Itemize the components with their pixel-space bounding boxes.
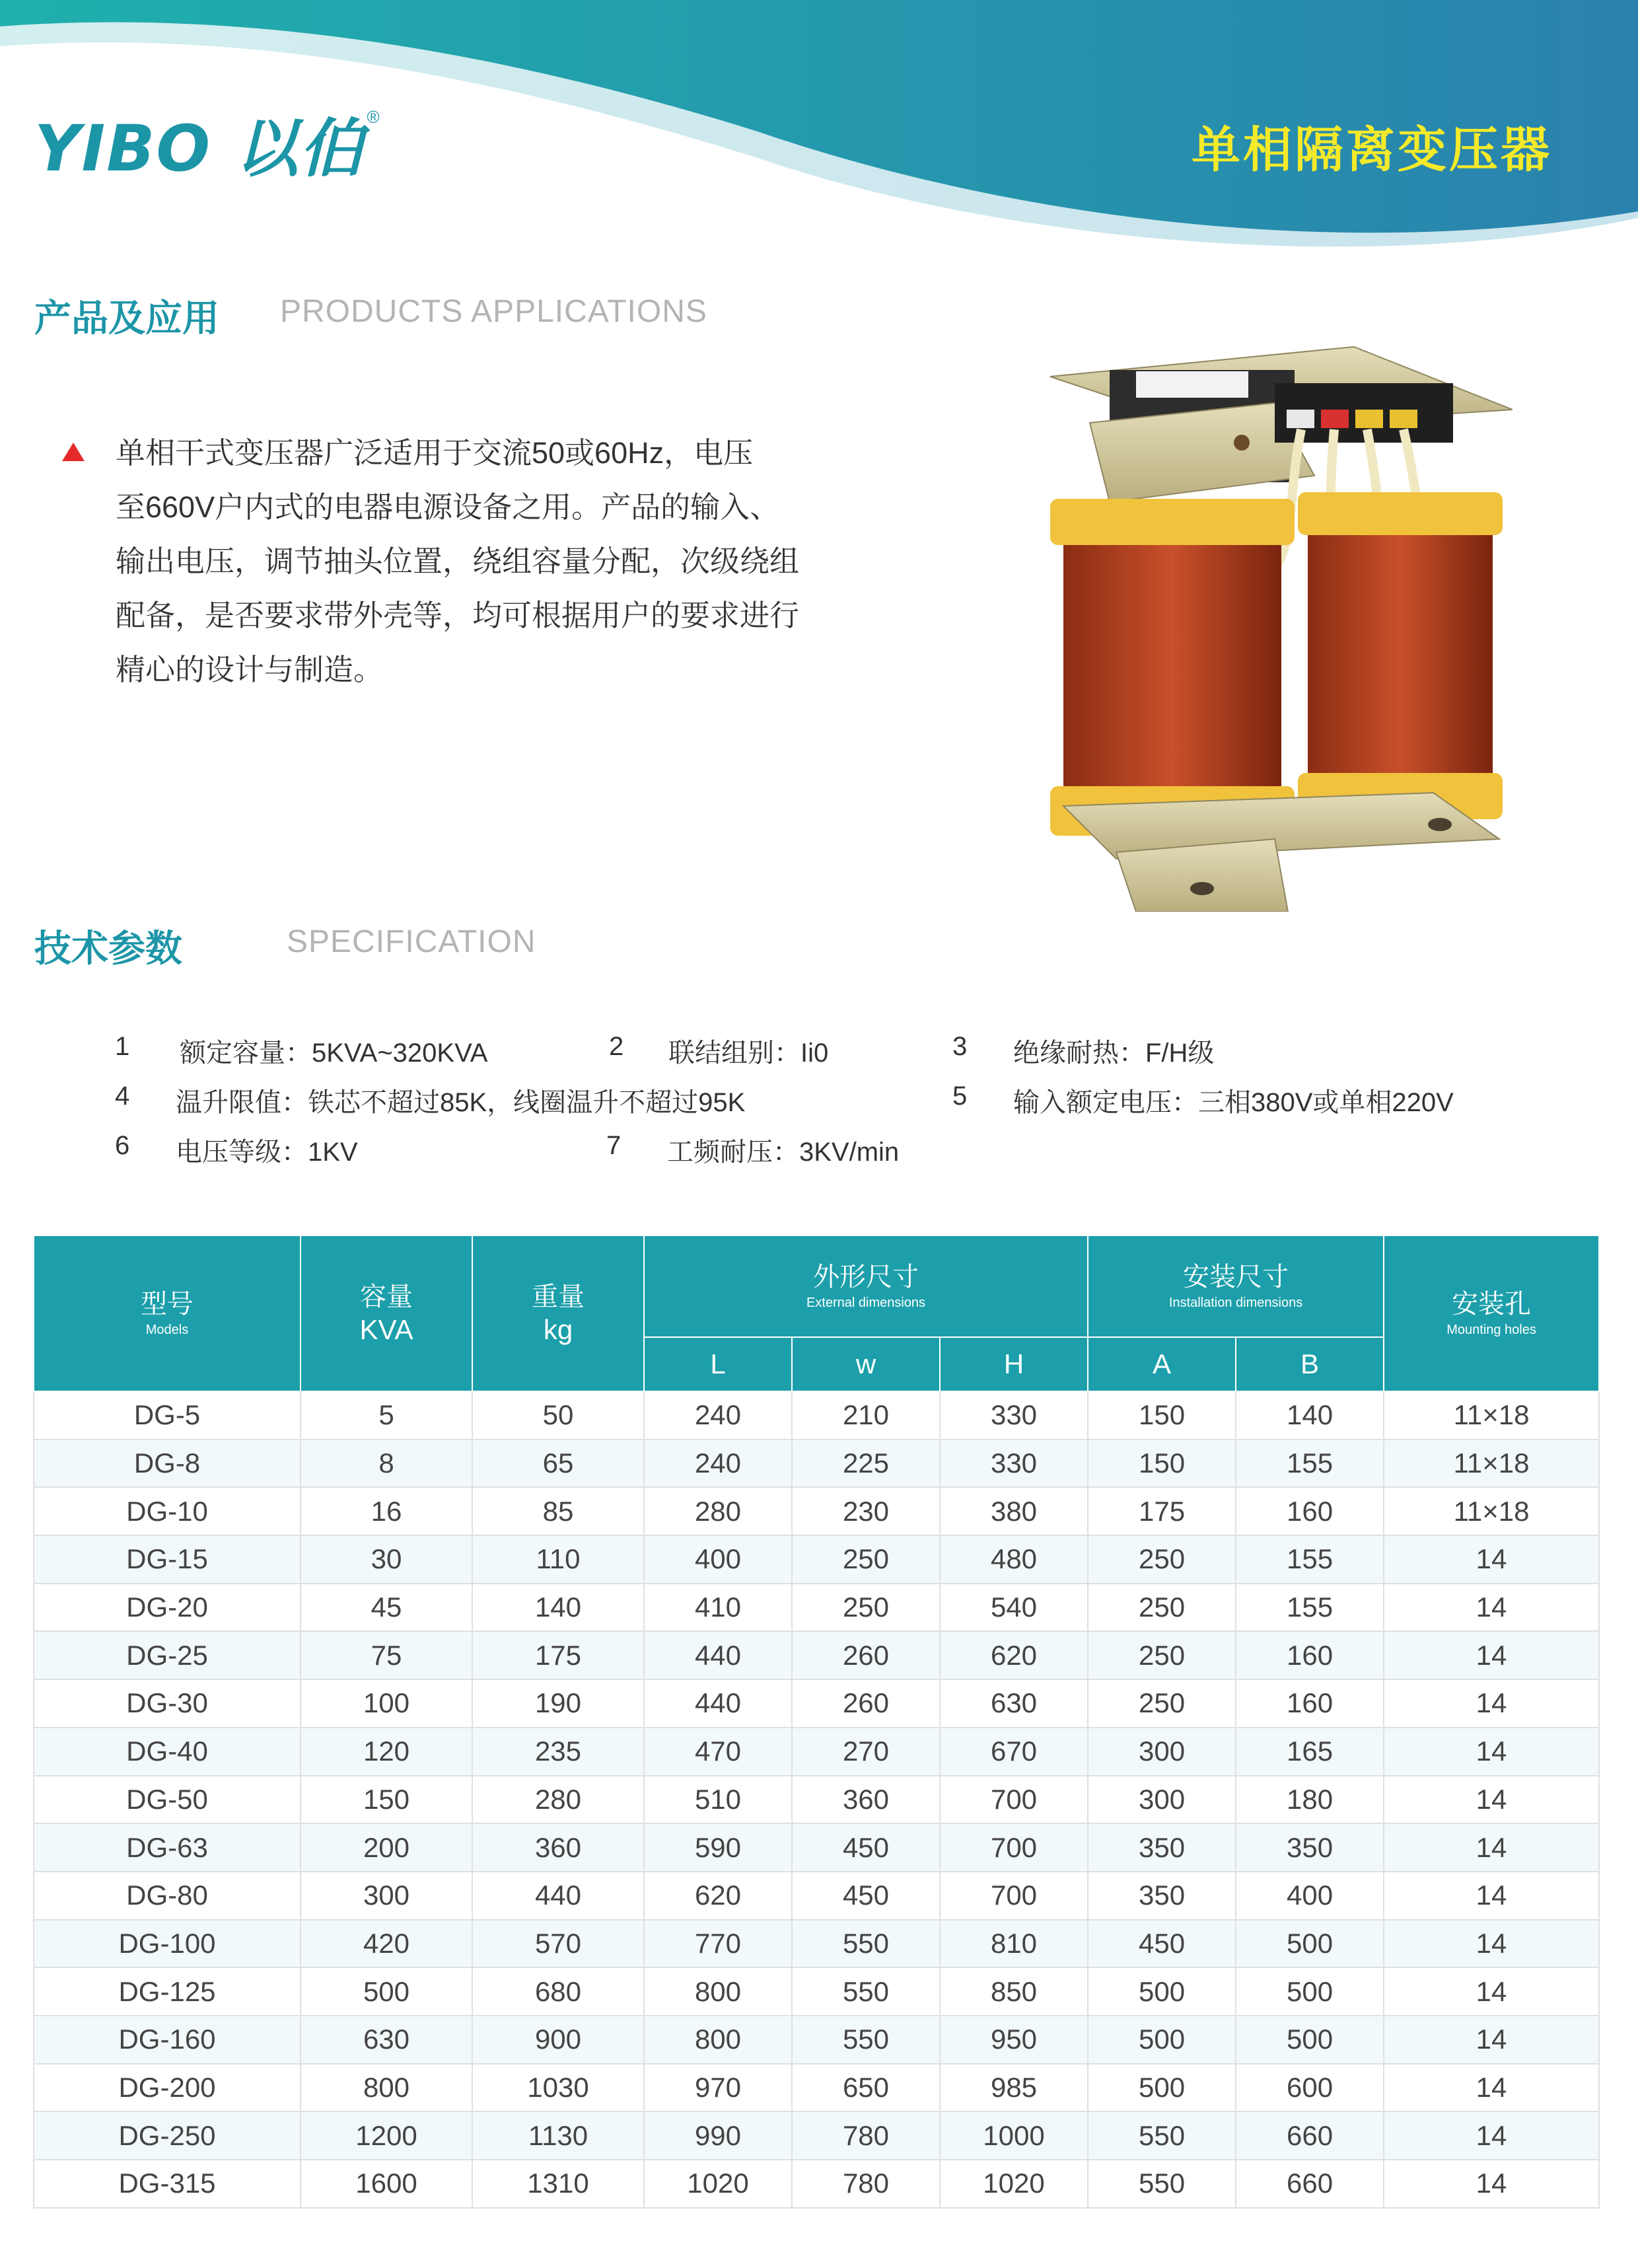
table-cell: 630 xyxy=(301,2016,472,2064)
table-cell: DG-5 xyxy=(34,1391,301,1440)
table-cell: 165 xyxy=(1236,1728,1384,1776)
spec-number: 3 xyxy=(952,1032,968,1061)
table-cell: 300 xyxy=(1088,1728,1236,1776)
table-cell: 990 xyxy=(644,2111,792,2160)
table-cell: 250 xyxy=(1088,1679,1236,1728)
table-cell: 155 xyxy=(1236,1584,1384,1632)
table-cell: 570 xyxy=(472,1920,644,1968)
table-cell: 330 xyxy=(940,1440,1088,1488)
table-row xyxy=(34,1391,1599,1440)
col-header-A: A xyxy=(1088,1337,1236,1391)
table-cell: 680 xyxy=(472,1967,644,2016)
table-cell: 5 xyxy=(301,1391,472,1440)
table-row xyxy=(34,1920,1599,1968)
table-cell: 180 xyxy=(1236,1776,1384,1824)
table-cell: 250 xyxy=(792,1584,940,1632)
table-cell: 770 xyxy=(644,1920,792,1968)
header-unit: KVA xyxy=(359,1314,413,1345)
table-cell: 11×18 xyxy=(1384,1391,1599,1440)
table-cell: 150 xyxy=(301,1776,472,1824)
transformer-product-image xyxy=(1037,330,1513,912)
header-cn: 安装孔 xyxy=(1452,1290,1532,1319)
table-cell: 14 xyxy=(1384,2111,1599,2160)
table-cell: DG-15 xyxy=(34,1535,301,1584)
table-cell: 700 xyxy=(940,1776,1088,1824)
table-cell: 16 xyxy=(301,1487,472,1535)
table-cell: 660 xyxy=(1236,2160,1384,2208)
table-row xyxy=(34,1631,1599,1679)
table-cell: 780 xyxy=(792,2160,940,2208)
table-cell: DG-10 xyxy=(34,1487,301,1535)
table-cell: DG-40 xyxy=(34,1728,301,1776)
spec-number: 2 xyxy=(609,1032,624,1061)
table-cell: 14 xyxy=(1384,1631,1599,1679)
header-en: Installation dimensions xyxy=(1168,1296,1303,1310)
col-header-model xyxy=(34,1235,301,1391)
spec-item-text: 额定容量：5KVA~320KVA xyxy=(180,1039,488,1068)
table-cell: 450 xyxy=(792,1823,940,1872)
table-cell: DG-63 xyxy=(34,1823,301,1872)
table-cell: 270 xyxy=(792,1728,940,1776)
table-cell: 14 xyxy=(1384,1728,1599,1776)
table-cell: 420 xyxy=(301,1920,472,1968)
table-cell: 14 xyxy=(1384,2160,1599,2208)
table-cell: 780 xyxy=(792,2111,940,2160)
table-cell: 260 xyxy=(792,1631,940,1679)
table-cell: 500 xyxy=(1088,1967,1236,2016)
spec-number: 7 xyxy=(606,1131,622,1160)
table-cell: 85 xyxy=(472,1487,644,1535)
table-cell: 800 xyxy=(644,1967,792,2016)
table-cell: 440 xyxy=(644,1679,792,1728)
table-cell: 1200 xyxy=(301,2111,472,2160)
intro-line: 输出电压，调节抽头位置，绕组容量分配，次级绕组 xyxy=(116,544,800,578)
table-cell: DG-100 xyxy=(34,1920,301,1968)
table-cell: 1020 xyxy=(644,2160,792,2208)
table-cell: 45 xyxy=(301,1584,472,1632)
table-cell: 250 xyxy=(1088,1631,1236,1679)
table-cell: 300 xyxy=(301,1872,472,1920)
table-cell: 650 xyxy=(792,2064,940,2112)
table-cell: 470 xyxy=(644,1728,792,1776)
table-cell: DG-30 xyxy=(34,1679,301,1728)
spec-number: 5 xyxy=(952,1081,968,1111)
table-row xyxy=(34,2016,1599,2064)
table-cell: DG-80 xyxy=(34,1872,301,1920)
table-cell: 1310 xyxy=(472,2160,644,2208)
table-cell: 810 xyxy=(940,1920,1088,1968)
table-cell: 550 xyxy=(1088,2160,1236,2208)
table-cell: 800 xyxy=(301,2064,472,2112)
table-cell: 440 xyxy=(472,1872,644,1920)
table-cell: 350 xyxy=(1088,1872,1236,1920)
table-cell: 200 xyxy=(301,1823,472,1872)
registered-mark: ® xyxy=(367,107,380,127)
table-cell: DG-200 xyxy=(34,2064,301,2112)
table-cell: 14 xyxy=(1384,1584,1599,1632)
table-cell: 380 xyxy=(940,1487,1088,1535)
table-cell: 985 xyxy=(940,2064,1088,2112)
table-row xyxy=(34,1728,1599,1776)
table-row xyxy=(34,1535,1599,1584)
products-intro xyxy=(116,426,908,697)
table-cell: 14 xyxy=(1384,1872,1599,1920)
col-header-B: B xyxy=(1236,1337,1384,1391)
table-cell: 140 xyxy=(472,1584,644,1632)
table-row xyxy=(34,1967,1599,2016)
table-cell: 250 xyxy=(792,1535,940,1584)
intro-line: 精心的设计与制造。 xyxy=(116,653,384,686)
spec-item-text: 绝缘耐热：F/H级 xyxy=(1013,1039,1215,1068)
table-row xyxy=(34,2064,1599,2112)
table-cell: 410 xyxy=(644,1584,792,1632)
table-cell: 700 xyxy=(940,1872,1088,1920)
table-cell: 550 xyxy=(1088,2111,1236,2160)
table-cell: 155 xyxy=(1236,1440,1384,1488)
logo-text: YIBO 以伯 xyxy=(34,111,365,186)
table-cell: 190 xyxy=(472,1679,644,1728)
table-row xyxy=(34,1823,1599,1872)
table-cell: 400 xyxy=(1236,1872,1384,1920)
spec-number: 6 xyxy=(115,1131,130,1160)
table-cell: 440 xyxy=(644,1631,792,1679)
table-cell: 450 xyxy=(1088,1920,1236,1968)
table-cell: 155 xyxy=(1236,1535,1384,1584)
table-cell: 75 xyxy=(301,1631,472,1679)
table-cell: 510 xyxy=(644,1776,792,1824)
table-row xyxy=(34,1679,1599,1728)
table-cell: DG-315 xyxy=(34,2160,301,2208)
table-cell: 225 xyxy=(792,1440,940,1488)
header-cn: 外形尺寸 xyxy=(813,1262,919,1292)
table-cell: 660 xyxy=(1236,2111,1384,2160)
page-title: 单相隔离变压器 xyxy=(1192,122,1552,177)
header-en: External dimensions xyxy=(806,1296,926,1310)
table-cell: 14 xyxy=(1384,1920,1599,1968)
col-header-capacity xyxy=(301,1235,472,1391)
spec-table xyxy=(33,1235,1600,2209)
table-cell: 450 xyxy=(792,1872,940,1920)
spec-item-text: 输入额定电压：三相380V或单相220V xyxy=(1013,1088,1454,1117)
header-cn: 型号 xyxy=(141,1290,194,1319)
table-cell: 160 xyxy=(1236,1487,1384,1535)
col-header-weight xyxy=(472,1235,644,1391)
spec-item-text: 电压等级：1KV xyxy=(176,1138,358,1167)
table-cell: DG-8 xyxy=(34,1440,301,1488)
table-cell: 100 xyxy=(301,1679,472,1728)
table-cell: 1030 xyxy=(472,2064,644,2112)
products-heading-en: PRODUCTS APPLICATIONS xyxy=(280,294,707,329)
table-cell: 110 xyxy=(472,1535,644,1584)
table-cell: 14 xyxy=(1384,1679,1599,1728)
table-row xyxy=(34,1584,1599,1632)
table-cell: 1130 xyxy=(472,2111,644,2160)
table-cell: 11×18 xyxy=(1384,1440,1599,1488)
spec-number: 4 xyxy=(115,1081,130,1111)
table-cell: DG-160 xyxy=(34,2016,301,2064)
table-cell: 150 xyxy=(1088,1391,1236,1440)
table-cell: 950 xyxy=(940,2016,1088,2064)
table-cell: DG-50 xyxy=(34,1776,301,1824)
table-cell: 330 xyxy=(940,1391,1088,1440)
table-row xyxy=(34,2111,1599,2160)
table-cell: 500 xyxy=(1236,2016,1384,2064)
table-cell: 250 xyxy=(1088,1535,1236,1584)
table-cell: 120 xyxy=(301,1728,472,1776)
table-cell: 14 xyxy=(1384,1535,1599,1584)
table-cell: 900 xyxy=(472,2016,644,2064)
table-cell: 500 xyxy=(1236,1967,1384,2016)
col-header-W: w xyxy=(792,1337,940,1391)
table-cell: 175 xyxy=(1088,1487,1236,1535)
table-body xyxy=(34,1391,1599,2208)
table-cell: DG-25 xyxy=(34,1631,301,1679)
table-cell: 240 xyxy=(644,1391,792,1440)
table-cell: 670 xyxy=(940,1728,1088,1776)
table-cell: 540 xyxy=(940,1584,1088,1632)
table-cell: 14 xyxy=(1384,1823,1599,1872)
spec-number: 1 xyxy=(115,1032,130,1061)
table-cell: 500 xyxy=(1088,2064,1236,2112)
table-cell: 300 xyxy=(1088,1776,1236,1824)
table-cell: 175 xyxy=(472,1631,644,1679)
spec-item-text: 联结组别：Ii0 xyxy=(668,1039,829,1068)
col-header-H: H xyxy=(940,1337,1088,1391)
products-heading-cn: 产品及应用 xyxy=(34,297,219,339)
table-cell: 235 xyxy=(472,1728,644,1776)
table-row xyxy=(34,1440,1599,1488)
table-cell: DG-125 xyxy=(34,1967,301,2016)
table-cell: 630 xyxy=(940,1679,1088,1728)
table-row xyxy=(34,1872,1599,1920)
table-cell: 230 xyxy=(792,1487,940,1535)
spec-item-text: 温升限值：铁芯不超过85K，线圈温升不超过95K xyxy=(176,1088,746,1117)
brand-logo xyxy=(34,107,380,186)
table-cell: 970 xyxy=(644,2064,792,2112)
table-cell: DG-250 xyxy=(34,2111,301,2160)
table-cell: 500 xyxy=(1088,2016,1236,2064)
table-cell: 280 xyxy=(644,1487,792,1535)
table-cell: 160 xyxy=(1236,1679,1384,1728)
spec-heading-en: SPECIFICATION xyxy=(287,924,536,959)
table-cell: 150 xyxy=(1088,1440,1236,1488)
col-header-external-dimensions xyxy=(644,1235,1088,1337)
table-cell: 550 xyxy=(792,2016,940,2064)
intro-line: 至660V户内式的电器电源设备之用。产品的输入、 xyxy=(116,490,780,524)
header-en: Models xyxy=(145,1323,189,1337)
table-cell: 14 xyxy=(1384,1967,1599,2016)
table-row xyxy=(34,2160,1599,2208)
table-cell: 14 xyxy=(1384,2064,1599,2112)
table-cell: 14 xyxy=(1384,1776,1599,1824)
table-cell: DG-20 xyxy=(34,1584,301,1632)
table-cell: 590 xyxy=(644,1823,792,1872)
table-cell: 620 xyxy=(940,1631,1088,1679)
table-cell: 50 xyxy=(472,1391,644,1440)
table-cell: 1000 xyxy=(940,2111,1088,2160)
table-cell: 480 xyxy=(940,1535,1088,1584)
table-cell: 700 xyxy=(940,1823,1088,1872)
table-cell: 360 xyxy=(792,1776,940,1824)
table-cell: 500 xyxy=(301,1967,472,2016)
table-cell: 1020 xyxy=(940,2160,1088,2208)
header-cn: 容量 xyxy=(360,1282,413,1311)
intro-line: 配备，是否要求带外壳等，均可根据用户的要求进行 xyxy=(116,599,800,632)
table-cell: 210 xyxy=(792,1391,940,1440)
table-cell: 11×18 xyxy=(1384,1487,1599,1535)
header-en: Mounting holes xyxy=(1446,1323,1536,1337)
table-cell: 800 xyxy=(644,2016,792,2064)
col-header-mounting-holes xyxy=(1384,1235,1599,1391)
table-cell: 350 xyxy=(1088,1823,1236,1872)
col-header-L: L xyxy=(644,1337,792,1391)
table-cell: 620 xyxy=(644,1872,792,1920)
table-cell: 1600 xyxy=(301,2160,472,2208)
table-cell: 360 xyxy=(472,1823,644,1872)
table-cell: 550 xyxy=(792,1967,940,2016)
table-cell: 14 xyxy=(1384,2016,1599,2064)
table-row xyxy=(34,1776,1599,1824)
table-cell: 8 xyxy=(301,1440,472,1488)
header-unit: kg xyxy=(543,1314,573,1345)
table-cell: 600 xyxy=(1236,2064,1384,2112)
table-cell: 850 xyxy=(940,1967,1088,2016)
table-cell: 65 xyxy=(472,1440,644,1488)
table-cell: 550 xyxy=(792,1920,940,1968)
table-cell: 280 xyxy=(472,1776,644,1824)
table-cell: 500 xyxy=(1236,1920,1384,1968)
spec-heading-cn: 技术参数 xyxy=(34,928,182,969)
intro-line: 单相干式变压器广泛适用于交流50或60Hz，电压 xyxy=(116,436,754,470)
table-cell: 140 xyxy=(1236,1391,1384,1440)
table-cell: 350 xyxy=(1236,1823,1384,1872)
header-cn: 安装尺寸 xyxy=(1183,1262,1289,1292)
col-header-installation-dimensions xyxy=(1088,1235,1384,1337)
table-cell: 400 xyxy=(644,1535,792,1584)
table-cell: 30 xyxy=(301,1535,472,1584)
header-cn: 重量 xyxy=(532,1282,585,1311)
spec-item-text: 工频耐压：3KV/min xyxy=(667,1138,900,1167)
table-cell: 240 xyxy=(644,1440,792,1488)
table-row xyxy=(34,1487,1599,1535)
table-cell: 160 xyxy=(1236,1631,1384,1679)
bullet-triangle-icon xyxy=(62,443,85,461)
table-cell: 250 xyxy=(1088,1584,1236,1632)
table-cell: 260 xyxy=(792,1679,940,1728)
